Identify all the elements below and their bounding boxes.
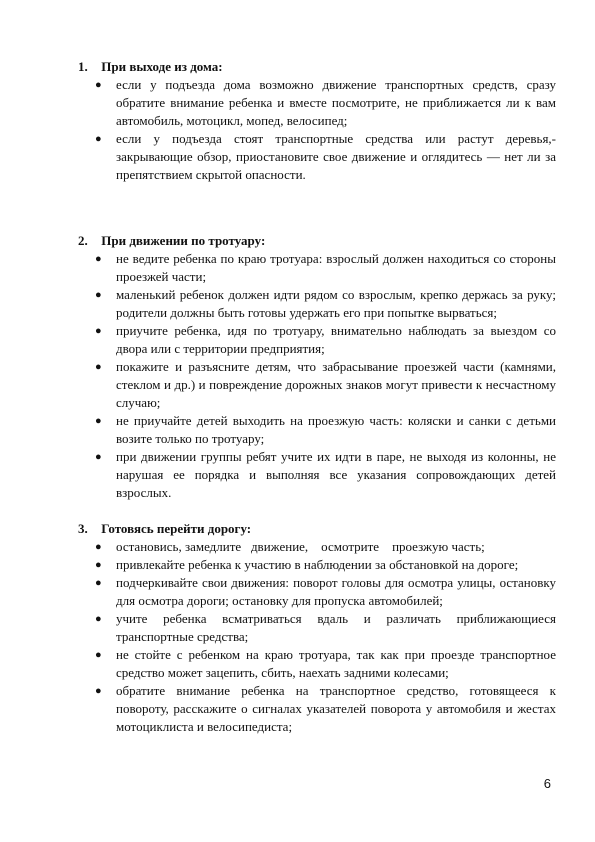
bullet-icon: ● [95, 361, 102, 373]
bullet-icon: ● [95, 559, 102, 571]
list-item-text: при движении группы ребят учите их идти в паре, не выходя из колонны, не нарушая ее порядка и выполняя все указания сопровождающих детей взрослых. [116, 449, 556, 500]
list-item [95, 646, 556, 682]
list-item-text: остановись, замедлите движение, осмотрите проезжую часть; [116, 539, 485, 554]
bullet-icon: ● [95, 685, 102, 697]
section-title [78, 520, 556, 538]
list-item [95, 538, 556, 556]
bullet-icon: ● [95, 613, 102, 625]
bullet-icon: ● [95, 133, 102, 145]
section-title-text: Готовясь перейти дорогу: [101, 521, 252, 536]
list-item-text: приучите ребенка, идя по тротуару, внимательно наблюдать за выездом со двора или с территории предприятия; [116, 323, 556, 356]
section-number: 2. [78, 233, 88, 248]
section-title-text: При выходе из дома: [101, 59, 223, 74]
bullet-list [78, 250, 556, 502]
list-item [95, 682, 556, 736]
list-item [95, 250, 556, 286]
section-number: 1. [78, 59, 88, 74]
list-item-text: подчеркивайте свои движения: поворот головы для осмотра улицы, остановку для осмотра дороги; остановку для пропуска автомобилей; [116, 575, 556, 608]
bullet-list [78, 538, 556, 736]
bullet-icon: ● [95, 253, 102, 265]
list-item [95, 286, 556, 322]
list-item [95, 322, 556, 358]
list-item-text: обратите внимание ребенка на транспортное средство, готовящееся к повороту, расскажите о сигналах указателей поворота у автомобиля и жестах мотоциклиста и велосипедиста; [116, 683, 556, 734]
list-item [95, 556, 556, 574]
section-leaving-home [78, 58, 556, 184]
section-sidewalk [78, 232, 556, 502]
list-item-text: если у подъезда стоят транспортные средства или растут деревья,- закрывающие обзор, приостановите свое движение и оглядитесь — нет ли за препятствием скрытой опасности. [116, 131, 556, 182]
list-item-text: покажите и разъясните детям, что забрасывание проезжей части (камнями, стеклом и др.) и повреждение дорожных знаков могут привести к несчастному случаю; [116, 359, 556, 410]
section-title [78, 232, 556, 250]
list-item [95, 448, 556, 502]
list-item-text: маленький ребенок должен идти рядом со взрослым, крепко держась за руку; родители должны быть готовы удержать его при попытке вырваться; [116, 287, 556, 320]
list-item [95, 130, 556, 184]
bullet-icon: ● [95, 649, 102, 661]
list-item-text: не приучайте детей выходить на проезжую часть: коляски и санки с детьми возите только по тротуару; [116, 413, 556, 446]
section-crossing-prep [78, 520, 556, 736]
bullet-icon: ● [95, 577, 102, 589]
bullet-icon: ● [95, 79, 102, 91]
bullet-list [78, 76, 556, 184]
list-item-text: не стойте с ребенком на краю тротуара, так как при проезде транспортное средство может зацепить, сбить, наехать задними колесами; [116, 647, 556, 680]
list-item-text: привлекайте ребенка к участию в наблюдении за обстановкой на дороге; [116, 557, 519, 572]
bullet-icon: ● [95, 541, 102, 553]
bullet-icon: ● [95, 289, 102, 301]
list-item [95, 574, 556, 610]
bullet-icon: ● [95, 325, 102, 337]
list-item-text: если у подъезда дома возможно движение транспортных средств, сразу обратите внимание ребенка и вместе посмотрите, не приближается ли к вам автомобиль, мотоцикл, мопед, велосипед; [116, 77, 556, 128]
list-item-text: не ведите ребенка по краю тротуара: взрослый должен находиться со стороны проезжей части; [116, 251, 556, 284]
list-item [95, 358, 556, 412]
list-item [95, 76, 556, 130]
section-number: 3. [78, 521, 88, 536]
list-item [95, 412, 556, 448]
list-item-text: учите ребенка всматриваться вдаль и различать приближающиеся транспортные средства; [116, 611, 556, 644]
section-title [78, 58, 556, 76]
list-item [95, 610, 556, 646]
section-title-text: При движении по тротуару: [101, 233, 266, 248]
bullet-icon: ● [95, 451, 102, 463]
bullet-icon: ● [95, 415, 102, 427]
page-number: 6 [543, 776, 551, 791]
